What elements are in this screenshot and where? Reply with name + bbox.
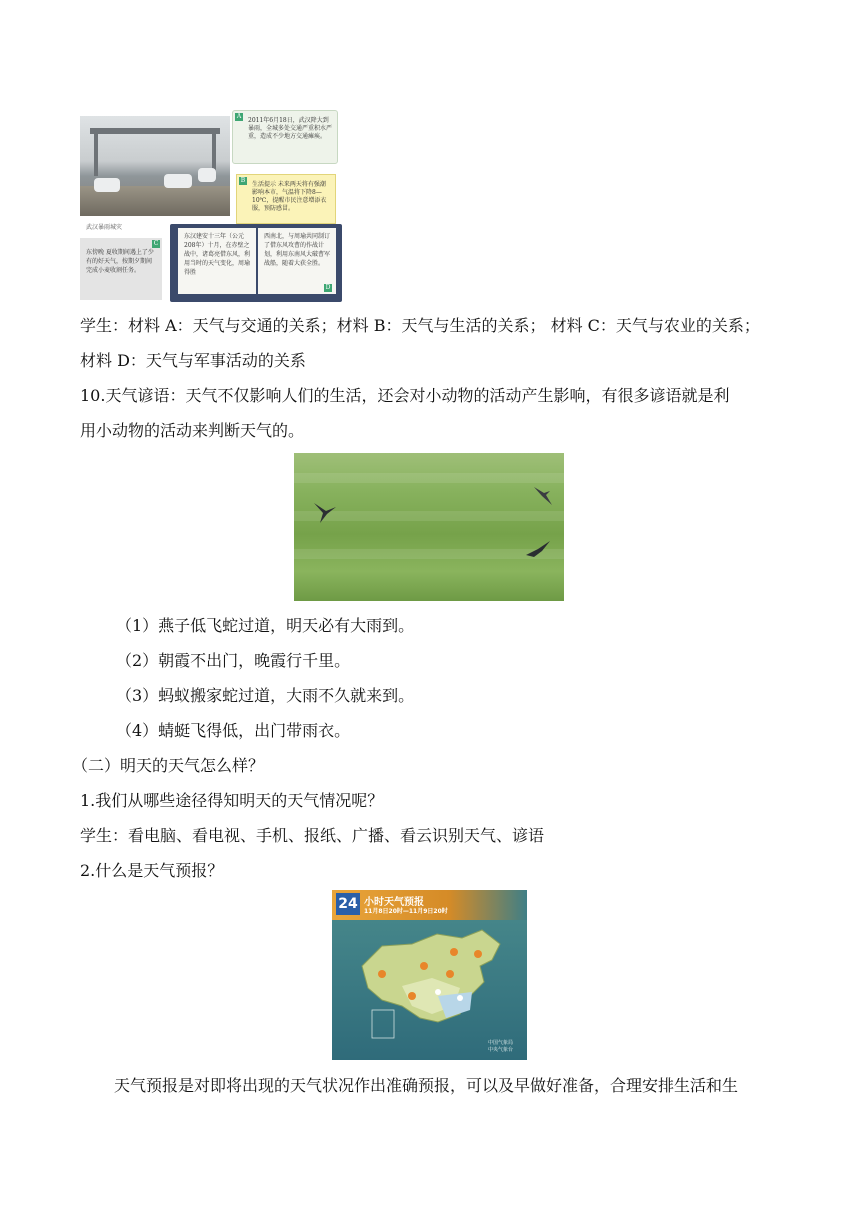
- proverb-2: （2）朝霞不出门，晚霞行千里。: [116, 651, 351, 670]
- proverb-3: （3）蚂蚁搬家蛇过道，大雨不久就来到。: [116, 686, 415, 705]
- forecast-hours-badge: 24: [336, 893, 360, 915]
- weather-forecast-map: [332, 890, 527, 1060]
- proverb-1: （1）燕子低飞蛇过道，明天必有大雨到。: [116, 616, 415, 635]
- material-b-tag: B: [240, 177, 246, 184]
- book-left-page: 东汉建安十三年（公元208年）十月，在赤壁之战中，诸葛亮借东风，利用当时的天气变化，周瑜得胜: [178, 228, 256, 294]
- material-a-note: [232, 110, 338, 164]
- item-10-line-1: 10.天气谚语：天气不仅影响人们的生活，还会对小动物的活动产生影响，有很多谚语就是利: [80, 386, 730, 405]
- swallow-icon: [524, 539, 552, 559]
- material-c-note: [80, 238, 162, 300]
- item-10-line-2: 用小动物的活动来判断天气的。: [80, 421, 305, 440]
- swallows-photo: [294, 453, 564, 601]
- material-b-note: [236, 174, 336, 224]
- book-right-page: 西南北，与周瑜共同制订了借东风攻曹的作战计划，利用东南风大破曹军战船，随着大获全胜。: [258, 228, 336, 294]
- students-answer-line-2: 材料 D：天气与军事活动的关系: [80, 351, 306, 370]
- swallow-icon: [312, 499, 338, 525]
- flood-photo-caption: 武汉暴雨城灾: [86, 224, 123, 231]
- material-b-text: 生活提示 未来两天将有强潮影响本市，气温将下降8—10℃，提醒市民注意增添衣服，预防感冒。: [252, 181, 327, 212]
- question-2: 2.什么是天气预报？: [80, 861, 224, 880]
- material-a-text: 2011年6月18日，武汉降大到暴雨，全城多处交通严重积水严重，造成不少地方交通瘫痪。: [248, 117, 333, 140]
- forecast-footer: [488, 1040, 513, 1054]
- question-1: 1.我们从哪些途径得知明天的天气情况呢？: [80, 791, 384, 810]
- forecast-footer-line-1: 中国气象局: [487, 1040, 513, 1046]
- forecast-footer-line-2: 中央气象台: [487, 1047, 513, 1053]
- forecast-title: 小时天气预报: [364, 897, 424, 908]
- answer-1: 学生：看电脑、看电视、手机、报纸、广播、看云识别天气、谚语: [80, 826, 545, 845]
- proverb-4: （4）蜻蜓飞得低，出门带雨衣。: [116, 721, 351, 740]
- definition-paragraph: 天气预报是对即将出现的天气状况作出准确预报，可以及早做好准备，合理安排生活和生: [114, 1076, 739, 1095]
- material-d-book: [170, 224, 342, 302]
- forecast-subtitle: 11月8日20时—11月9日20时: [364, 908, 448, 915]
- section-2-heading: （二）明天的天气怎么样？: [72, 756, 265, 775]
- flood-photo: [80, 116, 230, 216]
- swallow-icon: [532, 485, 554, 507]
- material-c-text: 东傍晚 夏收期间遇上了少有的好天气，按期夕期间完成小麦收割任务。: [86, 249, 154, 274]
- material-a-tag: A: [236, 113, 242, 120]
- materials-figure: [80, 110, 342, 302]
- material-d-tag: D: [325, 284, 331, 291]
- students-answer-line-1: 学生：材料 A：天气与交通的关系；材料 B：天气与生活的关系； 材料 C：天气与农业的关系；: [80, 316, 760, 335]
- material-c-tag: C: [153, 240, 159, 247]
- china-map-icon: [342, 926, 512, 1046]
